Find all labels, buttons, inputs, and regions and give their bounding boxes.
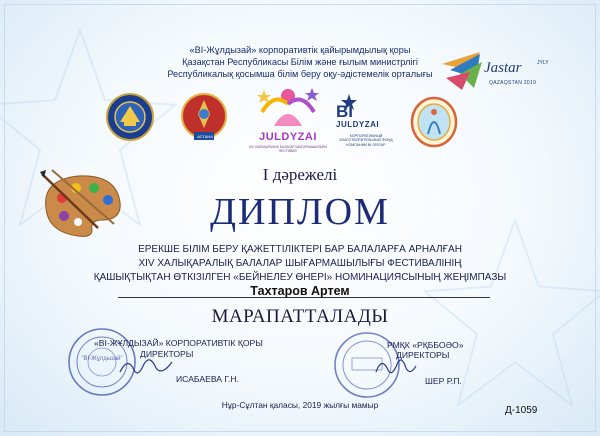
degree-label: I дәрежелі	[262, 165, 338, 184]
ministry-emblem-icon	[106, 92, 154, 142]
education-center-logo-icon	[410, 96, 458, 148]
description-line-1: ЕРЕКШЕ БІЛІМ БЕРУ ҚАЖЕТТІЛІКТЕРІ БАР БАЛАЛАРҒА АРНАЛҒАН	[138, 244, 462, 255]
header-ministry: Қазақстан Республикасы Білім және ғылым министрлігі	[182, 57, 418, 67]
jastar-logo-text: Jastar	[484, 60, 522, 76]
right-signer-title-1: РМҚК «РҚББОӘО»	[387, 340, 464, 350]
right-signer-name: ШЕР Р.П.	[425, 376, 462, 386]
left-signer-title-1: «BI-ЖҰЛДЫЗАЙ» КОРПОРАТИВТІК ҚОРЫ	[94, 338, 263, 348]
juldyzai-festival-logo-icon	[252, 82, 324, 134]
diploma-title: ДИПЛОМ	[210, 191, 390, 233]
header-center: Республикалық қосымша білім беру оқу-әдістемелік орталығы	[167, 69, 433, 79]
astana-emblem-label: АСТАНА	[197, 134, 213, 139]
header-foundation: «BI-Жұлдызай» корпоративтік қайырымдылық қоры	[189, 45, 411, 55]
document-number: Д-1059	[505, 405, 538, 416]
city-date: Нұр-Сұлтан қаласы, 2019 жылғы мамыр	[221, 400, 379, 410]
juldyzai-logo-text: JULDYZAI	[259, 131, 317, 143]
left-stamp-text: "BI-Жұлдызай"	[81, 356, 123, 362]
left-signer-name: ИСАБАЕВА Г.Н.	[176, 374, 239, 384]
bi-fund-logo-name: JULDYZAI	[336, 120, 380, 129]
jastar-logo-subtitle: QAZAQSTAN 2019	[489, 80, 537, 86]
description-line-3: ҚАШЫҚТЫҚТАН ӨТКІЗІЛГЕН «БЕЙНЕЛЕУ ӨНЕРІ» НОМИНАЦИЯСЫНЫҢ ЖЕҢІМПАЗЫ	[93, 272, 507, 283]
award-verb: МАРАПАТТАЛАДЫ	[211, 306, 389, 327]
description-line-2: XIV ХАЛЫҚАРАЛЫҚ БАЛАЛАР ШЫҒАРМАШЫЛЫҒЫ ФЕСТИВАЛІНІҢ	[138, 258, 462, 269]
recipient-name: Тахтаров Артем	[250, 284, 350, 298]
jastar-logo-suffix: JYLY	[537, 60, 549, 66]
juldyzai-logo-subtitle: XIV ХАЛЫҚАРАЛЫҚ БАЛАЛАР ШЫҒАРМАШЫЛЫҒЫ ФЕСТИВАЛІ	[248, 145, 328, 153]
right-signer-title-2: ДИРЕКТОРЫ	[396, 350, 450, 360]
bi-fund-logo-main: BI	[336, 102, 353, 121]
left-signer-title-2: ДИРЕКТОРЫ	[140, 349, 194, 359]
bi-fund-logo-subtitle: КОРПОРАТИВНЫЙ БЛАГОТВОРИТЕЛЬНЫЙ ФОНД КОМПАНИИ BI GROUP	[339, 134, 393, 147]
